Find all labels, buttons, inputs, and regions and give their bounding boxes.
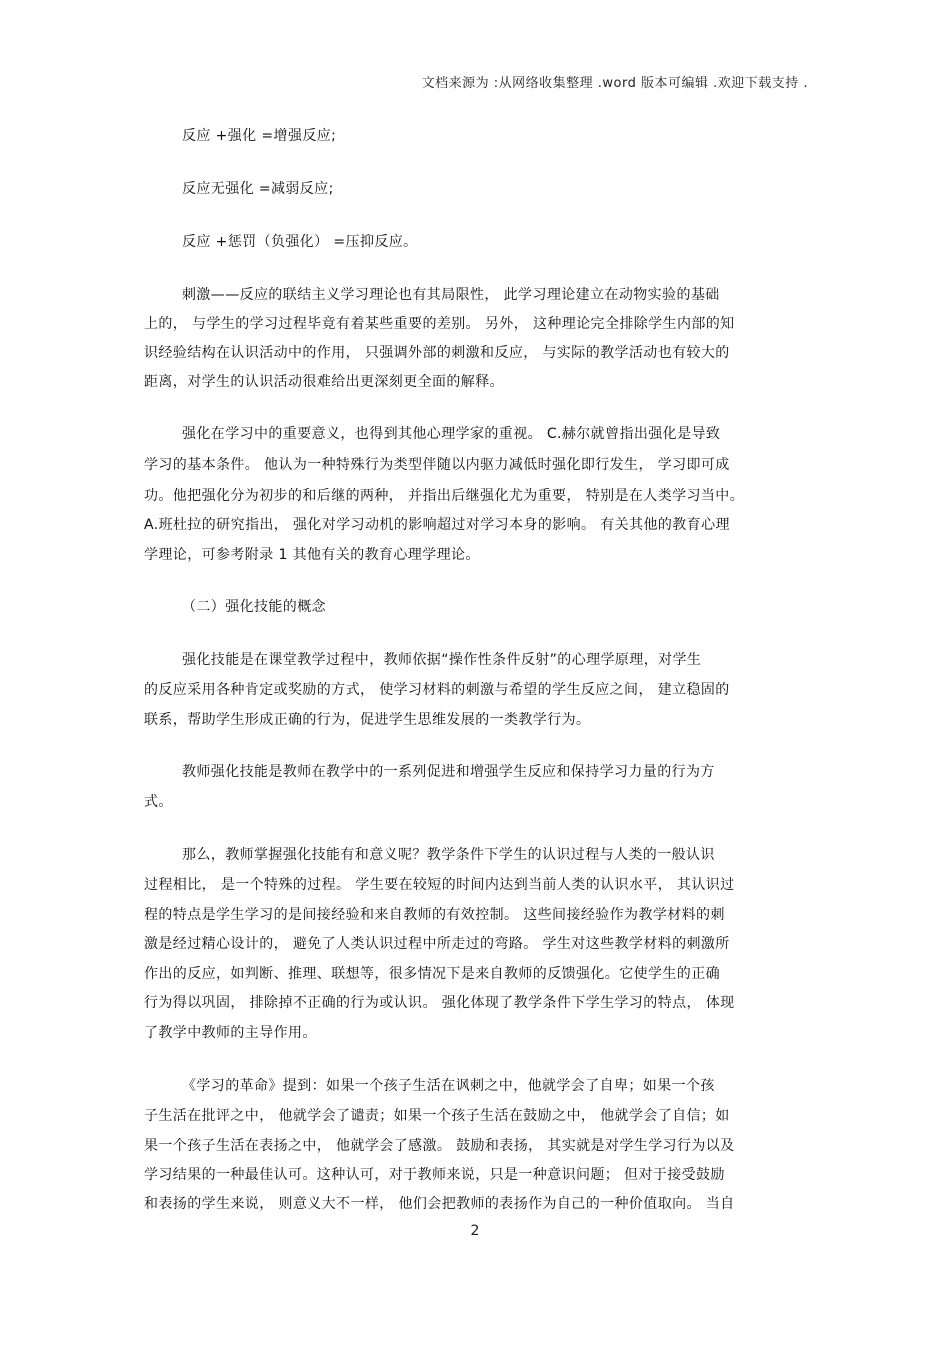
- paragraph-line: 果一个孩子生活在表扬之中， 他就学会了感激。 鼓励和表扬， 其实就是对学生学习行为以及: [144, 1138, 735, 1154]
- paragraph-line: 学习结果的一种最佳认可。这种认可，对于教师来说，只是一种意识问题； 但对于接受鼓励: [144, 1167, 725, 1183]
- paragraph-line: 作出的反应，如判断、推理、联想等，很多情况下是来自教师的反馈强化。它使学生的正确: [144, 966, 720, 982]
- paragraph-line: 了教学中教师的主导作用。: [144, 1025, 317, 1041]
- paragraph-line: 那么，教师掌握强化技能有和意义呢？教学条件下学生的认识过程与人类的一般认识: [182, 847, 715, 863]
- paragraph-line: 识经验结构在认识活动中的作用， 只强调外部的刺激和反应， 与实际的教学活动也有较大的: [144, 345, 730, 361]
- paragraph-line: 学理论，可参考附录 1 其他有关的教育心理学理论。: [144, 547, 480, 563]
- paragraph-line: 的反应采用各种肯定或奖励的方式， 使学习材料的刺激与希望的学生反应之间， 建立稳固的: [144, 682, 730, 698]
- paragraph-line: A.班杜拉的研究指出， 强化对学习动机的影响超过对学习本身的影响。 有关其他的教育心理: [144, 517, 730, 533]
- paragraph-line: 功。他把强化分为初步的和后继的两种， 并指出后继强化尤为重要， 特别是在人类学习当中。: [144, 488, 745, 504]
- formula-line: 反应 +惩罚（负强化） =压抑反应。: [182, 234, 418, 250]
- paragraph-line: 联系，帮助学生形成正确的行为，促进学生思维发展的一类教学行为。: [144, 712, 591, 728]
- page-number: 2: [470, 1223, 480, 1239]
- section-heading: （二）强化技能的概念: [182, 599, 326, 615]
- paragraph-line: 距离，对学生的认识活动很难给出更深刻更全面的解释。: [144, 374, 504, 390]
- page-header: 文档来源为 :从网络收集整理 .word 版本可编辑 .欢迎下载支持 .: [421, 76, 808, 91]
- formula-line: 反应无强化 =减弱反应;: [182, 181, 334, 197]
- paragraph-line: 激是经过精心设计的， 避免了人类认识过程中所走过的弯路。 学生对这些教学材料的刺激所: [144, 936, 730, 952]
- paragraph-line: 和表扬的学生来说， 则意义大不一样， 他们会把教师的表扬作为自己的一种价值取向。 当自: [144, 1196, 735, 1212]
- paragraph-line: 强化技能是在课堂教学过程中，教师依据“操作性条件反射”的心理学原理，对学生: [182, 652, 702, 668]
- formula-line: 反应 +强化 =增强反应;: [182, 128, 337, 144]
- paragraph-line: 强化在学习中的重要意义，也得到其他心理学家的重视。 C.赫尔就曾指出强化是导致: [182, 426, 721, 442]
- paragraph-line: 式。: [144, 794, 173, 810]
- paragraph-line: 程的特点是学生学习的是间接经验和来自教师的有效控制。 这些间接经验作为教学材料的刺: [144, 907, 725, 923]
- paragraph-line: 刺激——反应的联结主义学习理论也有其局限性， 此学习理论建立在动物实验的基础: [182, 287, 720, 303]
- paragraph-line: 教师强化技能是教师在教学中的一系列促进和增强学生反应和保持学习力量的行为方: [182, 764, 715, 780]
- paragraph-line: 上的， 与学生的学习过程毕竟有着某些重要的差别。 另外， 这种理论完全排除学生内部的知: [144, 316, 735, 332]
- paragraph-line: 学习的基本条件。 他认为一种特殊行为类型伴随以内驱力减低时强化即行发生， 学习即可成: [144, 457, 730, 473]
- paragraph-line: 过程相比， 是一个特殊的过程。 学生要在较短的时间内达到当前人类的认识水平， 其认识过: [144, 877, 735, 893]
- paragraph-line: 行为得以巩固， 排除掉不正确的行为或认识。 强化体现了教学条件下学生学习的特点， 体现: [144, 995, 735, 1011]
- paragraph-line: 子生活在批评之中， 他就学会了谴责；如果一个孩子生活在鼓励之中， 他就学会了自信；如: [144, 1108, 730, 1124]
- paragraph-line: 《学习的革命》提到：如果一个孩子生活在讽刺之中，他就学会了自卑；如果一个孩: [182, 1078, 715, 1094]
